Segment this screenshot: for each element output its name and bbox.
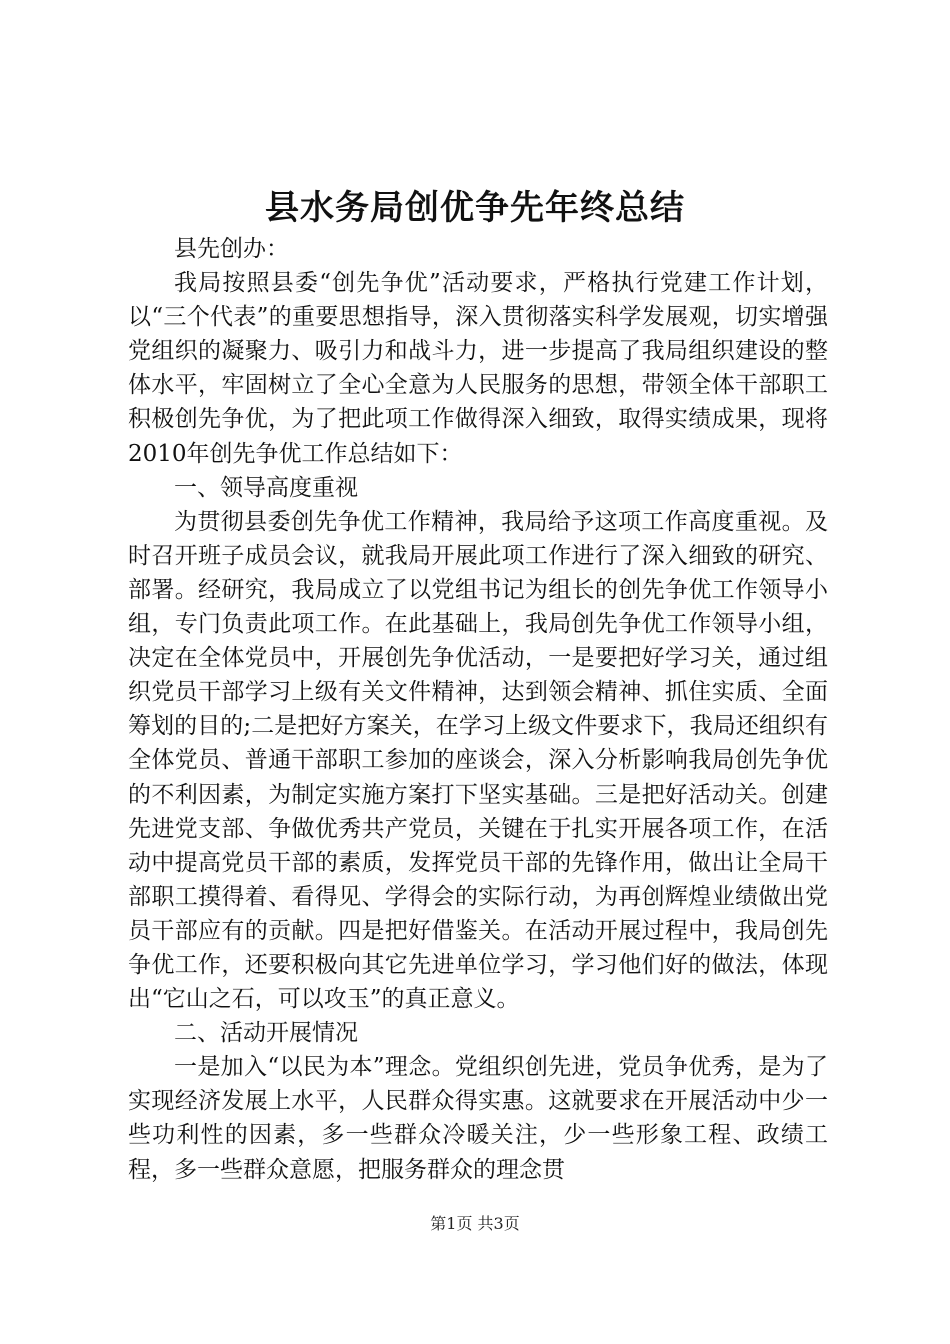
section-heading-2: 二、活动开展情况: [174, 1020, 358, 1047]
section-paragraph-1: 为贯彻县委创先争优工作精神，我局给予这项工作高度重视。及时召开班子成员会议，就我局开展此项工作进行了深入细致的研究、部署。经研究，我局成立了以党组书记为组长的创先争优工作领导小组，专门负责此项工作。在此基础上，我局创先争优工作领导小组，决定在全体党员中，开展创先争优活动，一是要把好学习关，通过组织党员干部学习上级有关文件精神，达到领会精神、抓住实质、全面筹划的目的;二是把好方案关，在学习上级文件要求下，我局还组织有全体党员、普通干部职工参加的座谈会，深入分析影响我局创先争优的不利因素，为制定实施方案打下坚实基础。三是把好活动关。创建先进党支部、争做优秀共产党员，关键在于扎实开展各项工作，在活动中提高党员干部的素质，发挥党员干部的先锋作用，做出让全局干部职工摸得着、看得见、学得会的实际行动，为再创辉煌业绩做出党员干部应有的贡献。四是把好借鉴关。在活动开展过程中，我局创先争优工作，还要积极向其它先进单位学习，学习他们好的做法，体现出“它山之石，可以攻玉”的真正意义。: [128, 508, 828, 1013]
intro-paragraph: 我局按照县委“创先争优”活动要求，严格执行党建工作计划，以“三个代表”的重要思想指导，深入贯彻落实科学发展观，切实增强党组织的凝聚力、吸引力和战斗力，进一步提高了我局组织建设的整体水平，牢固树立了全心全意为人民服务的思想，带领全体干部职工积极创先争优，为了把此项工作做得深入细致，取得实绩成果，现将2010年创先争优工作总结如下：: [128, 270, 828, 467]
section-heading-1: 一、领导高度重视: [174, 474, 358, 501]
document-title: 县水务局创优争先年终总结: [265, 188, 685, 228]
section-paragraph-2: 一是加入“以民为本”理念。党组织创先进，党员争优秀，是为了实现经济发展上水平，人民群众得实惠。这就要求在开展活动中少一些功利性的因素，多一些群众冷暖关注，少一些形象工程、政绩工程，多一些群众意愿，把服务群众的理念贯: [128, 1054, 828, 1183]
salutation: 县先创办：: [174, 236, 289, 262]
page-number: 第1页 共3页: [430, 1214, 520, 1233]
document-body: [128, 232, 828, 1187]
